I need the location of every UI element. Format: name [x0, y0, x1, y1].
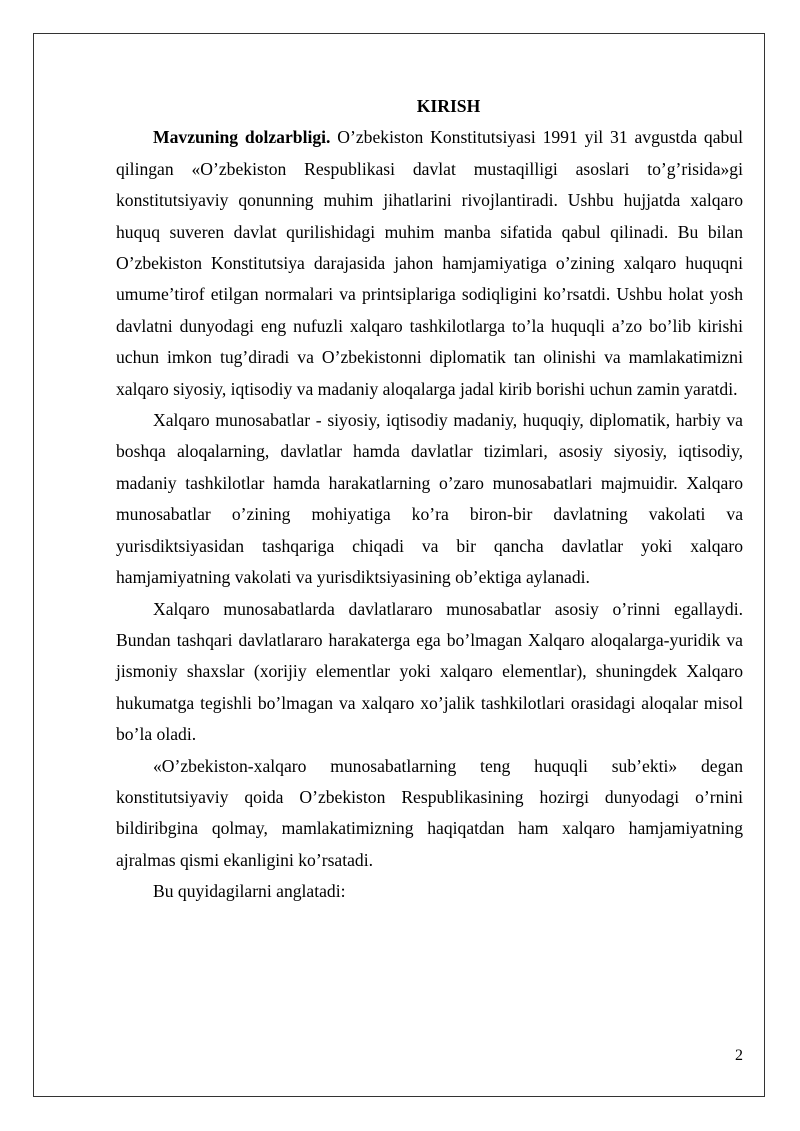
paragraph-text: O’zbekiston Konstitutsiyasi 1991 yil 31 avgustda qabul qilingan «O’zbekiston Respublikasi davlat mustaqilligi asoslari to’g’risida»gi konstitutsiyaviy qonunning muhim jihatlarini rivojlantiradi. Ushbu hujjatda xalqaro huquq suveren davlat qurilishidagi muhim manba sifatida qabul qilinadi. Bu bilan O’zbekiston Konstitutsiya darajasida jahon hamjamiyatiga o’zining xalqaro huquqni umume’tirof etilgan normalari va printsiplariga sodiqligini ko’rsatdi. Ushbu holat yosh davlatni dunyodagi eng nufuzli xalqaro tashkilotlarga to’la huquqli a’zo bo’lib kirishi uchun imkon tug’diradi va O’zbekistonni diplomatik tan olinishi va mamlakatimizni xalqaro siyosiy, iqtisodiy va madaniy aloqalarga jadal kirib borishi uchun zamin yaratdi.	[116, 127, 743, 399]
paragraph-constitutional-rule: «O’zbekiston-xalqaro munosabatlarning teng huquqli sub’ekti» degan konstitutsiyaviy qoida O’zbekiston Respublikasining hozirgi dunyodagi o’rnini bildiribgina qolmay, mamlakatimizning haqiqatdan ham xalqaro hamjamiyatning ajralmas qismi ekanligini ko’rsatadi.	[116, 755, 743, 870]
paragraph-relevance	[116, 122, 743, 405]
paragraph-lead: Mavzuning dolzarbligi.	[153, 127, 331, 148]
paragraph-interstate-relations: Xalqaro munosabatlarda davlatlararo munosabatlar asosiy o’rinni egallaydi. Bundan tashqari davlatlararo harakaterga ega bo’lmagan Xalqaro aloqalarga-yuridik va jismoniy shaxslar (xorijiy elementlar yoki xalqaro elementlar), shuningdek Xalqaro hukumatga tegishli bo’lmagan va xalqaro xo’jalik tashkilotlari orasidagi aloqalar misol bo’la oladi.	[116, 598, 743, 745]
document-body	[116, 91, 743, 908]
paragraph-international-relations: Xalqaro munosabatlar - siyosiy, iqtisodiy madaniy, huquqiy, diplomatik, harbiy va boshqa aloqalarning, davlatlar hamda davlatlar tizimlari, asosiy siyosiy, iqtisodiy, madaniy tashkilotlar hamda harakatlarning o’zaro munosabatlari majmuidir. Xalqaro munosabatlar o’zining mohiyatiga ko’ra biron-bir davlatning vakolati va yurisdiktsiyasidan tashqariga chiqadi va bir qancha davlatlar yoki xalqaro hamjamiyatning vakolati va yurisdiktsiyasining ob’ektiga aylanadi.	[116, 410, 743, 588]
document-title: KIRISH	[416, 96, 481, 116]
paragraph-meaning: Bu quyidagilarni anglatadi:	[153, 881, 346, 902]
page-number: 2	[735, 1047, 743, 1064]
